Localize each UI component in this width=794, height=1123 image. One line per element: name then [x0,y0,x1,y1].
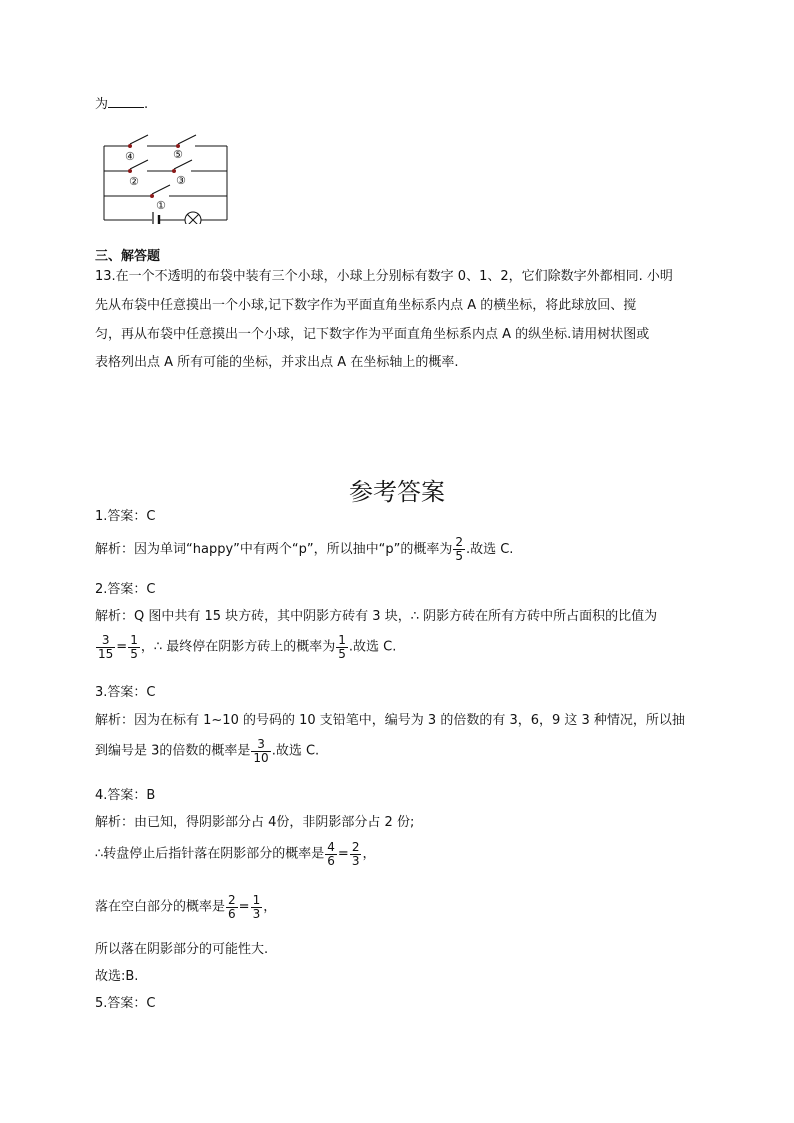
a4-l3-fraction-1: $\frac{2}{6}$ [228,893,236,921]
a2-explanation-line-2 [95,634,396,661]
a4-l2-equals: = [337,846,349,862]
fill-in-line [95,95,148,115]
q13-line-4: 表格列出点 A 所有可能的坐标，并求出点 A 在坐标轴上的概率. [95,355,459,370]
q13-line-2: 先从布袋中任意摸出一个小球,记下数字作为平面直角坐标系内点 A 的横坐标，将此球放回、搅 [95,298,637,313]
q13-line-1: 13.在一个不透明的布袋中装有三个小球，小球上分别标有数字 0、1、2，它们除数字外都相同. 小明 [95,269,673,284]
a1-explanation [95,536,513,563]
a4-explanation-line-5: 故选:B. [95,969,139,984]
a4-l2-fraction-1: $\frac{4}{6}$ [327,840,335,868]
a3-post-text: .故选 C. [271,743,320,759]
a2-equals: = [116,639,128,655]
switch-blade-5 [178,135,196,144]
answer-blank [108,95,144,108]
a4-l3-equals: = [238,899,250,915]
a4-explanation-line-1: 解析：由已知，得阴影部分占 4份，非阴影部分占 2 份; [95,815,415,830]
section-heading: 三、解答题 [95,249,161,264]
switch-label-2: ② [129,175,139,188]
a1-frac-num: 2 [455,535,463,549]
switch-label-3: ③ [176,174,186,187]
a4-l3-post: ， [263,899,277,915]
a4-explanation-line-4: 所以落在阴影部分的可能性大. [95,942,269,957]
a3-explanation-line-2 [95,738,319,765]
a4-explanation-line-2 [95,841,375,868]
a2-mid-text: ，∴ 最终停在阴影方砖上的概率为 [140,639,336,655]
a4-l2-post: ， [362,846,376,862]
a2-fraction-1: $\frac{3}{15}$ [98,633,114,661]
a2-answer: 2.答案：C [95,582,156,597]
a2-fraction-2: $\frac{1}{5}$ [130,633,138,661]
a4-answer: 4.答案：B [95,788,156,803]
a3-explanation-line-1: 解析：因为在标有 1~10 的号码的 10 支铅笔中，编号为 3 的倍数的有 3，6，9 这 3 种情况，所以抽 [95,713,685,728]
switch-blade-3 [174,160,192,169]
a4-explanation-line-3 [95,894,276,921]
switch-label-4: ④ [125,150,135,163]
a4-l3-fraction-2: $\frac{1}{3}$ [252,893,261,921]
a1-answer: 1.答案：C [95,509,156,524]
a4-l2-fraction-2: $\frac{2}{3}$ [351,840,360,868]
a3-answer: 3.答案：C [95,685,156,700]
a3-fraction: $\frac{3}{10}$ [253,737,269,765]
answers-title: 参考答案 [349,478,445,506]
switch-label-5: ⑤ [173,148,183,161]
switch-label-1: ① [156,199,166,212]
fill-in-suffix: . [144,97,149,112]
a1-frac-den: 5 [455,549,463,563]
a4-l3-pre: 落在空白部分的概率是 [95,899,226,915]
a2-fraction-3: $\frac{1}{5}$ [338,633,346,661]
a2-post-text: .故选 C. [348,639,397,655]
a1-fraction [453,536,465,563]
circuit-diagram [100,130,232,224]
a2-explanation-line-1: 解析：Q 图中共有 15 块方砖，其中阴影方砖有 3 块，∴ 阴影方砖在所有方砖中所占面积的比值为 [95,609,658,624]
a5-answer: 5.答案：C [95,996,156,1011]
switch-blade-1 [152,185,170,194]
a3-pre-text: 到编号是 3的倍数的概率是 [95,743,251,759]
switch-blade-4 [130,135,148,144]
fill-in-prefix: 为 [95,97,109,112]
a1-exp-pre: 解析：因为单词“happy”中有两个“p”，所以抽中“p”的概率为 [95,542,453,557]
a4-l2-pre: ∴转盘停止后指针落在阴影部分的概率是 [95,846,325,862]
q13-line-3: 匀，再从布袋中任意摸出一个小球，记下数字作为平面直角坐标系内点 A 的纵坐标.请用树状图或 [95,327,650,342]
a1-exp-post: .故选 C. [465,542,514,557]
